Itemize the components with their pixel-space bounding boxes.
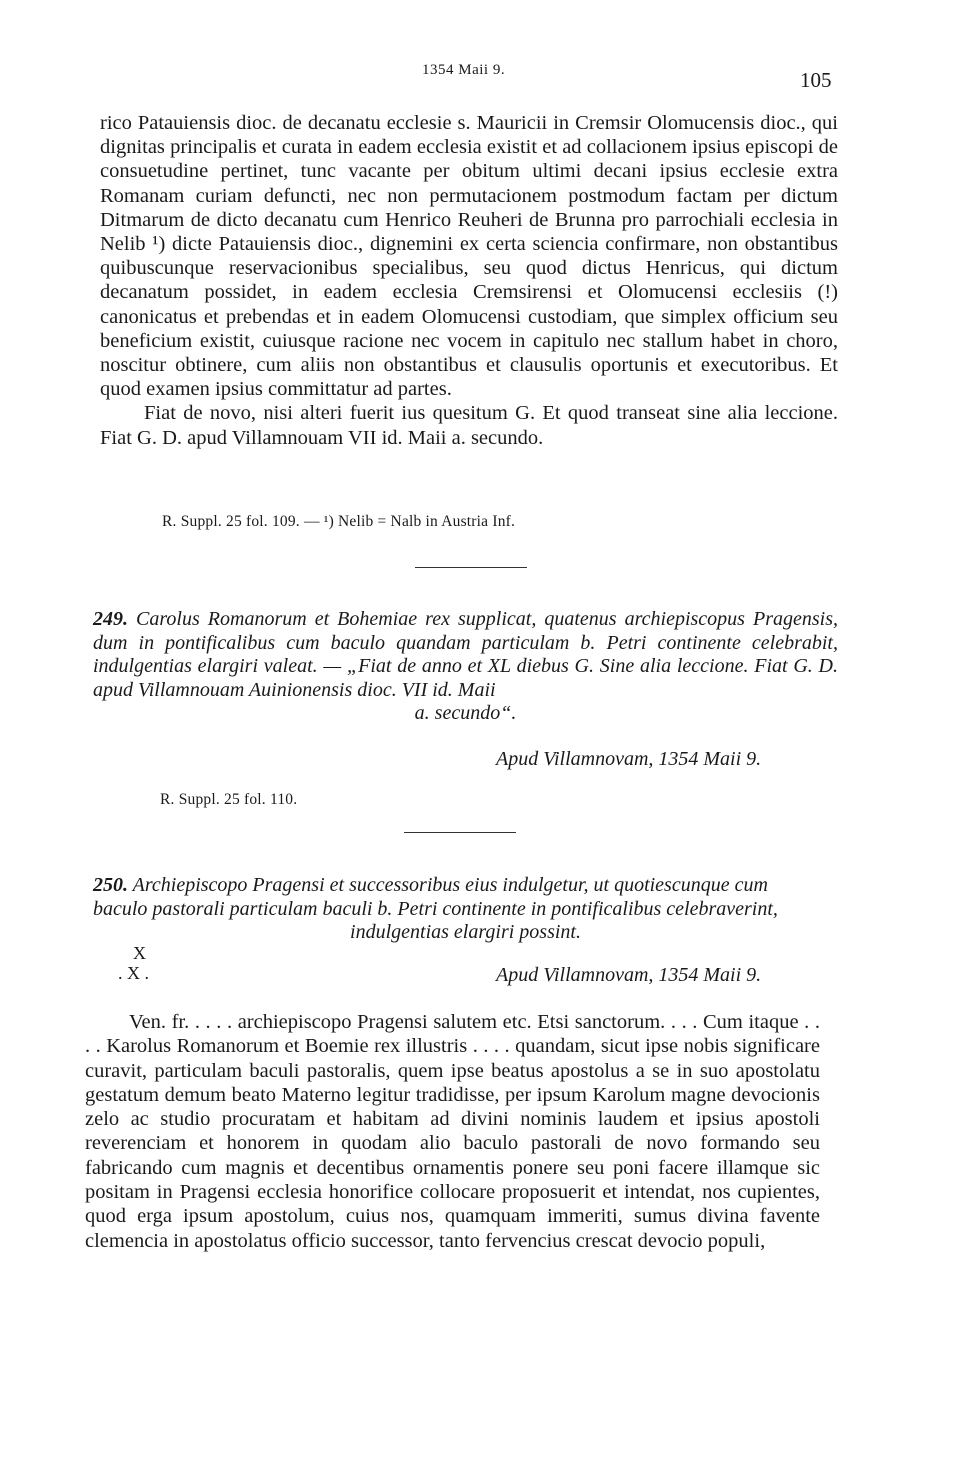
entry-250-regest-line-3: indulgentias elargiri possint. <box>350 921 581 943</box>
entry-249-regest-text: Carolus Romanorum et Bohemiae rex supplicat, quatenus archiepiscopus Pragensis, dum in pontificalibus cum baculo quandam particulam b. Petri continente celebrabit, indulgentias elargiri valeat. — „Fiat de anno et XL diebus G. Sine alia leccione. Fiat G. D. apud Villamnouam Auinionensis dioc. VII id. Maii <box>93 608 838 701</box>
entry-250-letter-text: Ven. fr. . . . . archiepiscopo Pragensi salutem etc. Etsi sanctorum. . . . Cum itaque . . . . Karolus Romanorum et Boemie rex illustris . . . . quandam, sicut ipse nobis significare curavit, particulam baculi pastoralis, quem ipse beatus apostolus a se in suo apostolatu gestatum demum beato Materno legitur tradidisse, per ipsum Karolum magne devocionis zelo ac studio procuratam et habitam ad divini nominis laudem et ipsius apostoli reverenciam et honorem in quodam alio baculo pastorali de novo formando seu fabricando cum magnis et decentibus ornamentis ponere seu poni facere illamque sic positam in Pragensi ecclesia honorifice collocare proposuerit et intendat, nos cupientes, quod erga ipsum apostolum, cuius nos, quamquam immeriti, sumus divina favente clemencia in apostolatus officio successor, tanto fervencius crescat devocio populi, <box>85 1011 820 1252</box>
entry-249-number: 249. <box>93 608 128 630</box>
entry-249-note: R. Suppl. 25 fol. 110. <box>160 791 298 808</box>
entry-250-mark-upper: X <box>133 943 146 963</box>
entry-250-regest-line-1: 250. Archiepiscopo Pragensi et successoribus eius indulgetur, ut quotiescunque cum <box>93 874 768 896</box>
page-number: 105 <box>800 68 832 92</box>
entry-248-text: rico Patauiensis dioc. de decanatu ecclesie s. Mauricii in Cremsir Olomucensis dioc., qui dignitas principalis et curata in eadem ecclesia existit et ad collacionem ipsius episcopi de consuetudine pertinet, tunc vacante per obitum ultimi decani ipsius ecclesie extra Romanam curiam defuncti, nec non permutacionem postmodum factam per dictum Ditmarum de dicto decanatu cum Henrico Reuheri de Brunna pro parrochiali ecclesia in Nelib ¹) dicte Patauiensis dioc., dignemini ex certa sciencia confirmare, non obstantibus quibuscunque reservacionibus specialibus, seu quod dictus Henricus, qui dictum decanatum possidet, in eadem ecclesia Cremsirensi et Olomucensi ecclesiis (!) canonicatus et prebendas et in eadem Olomucensi custodiam, que simplex officium seu beneficium existit, cuiusque racione nec vocem in capitulo nec stallum habet in choro, noscitur obtinere, cum aliis non obstantibus et clausulis oportunis et executoribus. Et quod examen ipsius committatur ad partes. <box>100 112 838 401</box>
entry-250-regest <box>93 874 838 945</box>
entry-250-regest-line-2: baculo pastorali particulam baculi b. Petri continente in pontificalibus celebraverint, <box>93 897 778 920</box>
entry-248-fiat: Fiat de novo, nisi alteri fuerit ius quesitum G. Et quod transeat sine alia leccione. Fiat G. D. apud Villamnouam VII id. Maii a. secundo. <box>100 402 838 449</box>
entry-250-letter <box>85 1010 820 1253</box>
entry-250-number: 250. <box>93 874 128 896</box>
entry-249-dateline: Apud Villamnovam, 1354 Maii 9. <box>496 748 762 770</box>
entry-248-continuation <box>100 111 838 450</box>
entry-248-note: R. Suppl. 25 fol. 109. — ¹) Nelib = Nalb in Austria Inf. <box>162 513 516 530</box>
separator-rule <box>404 832 516 833</box>
separator-rule <box>415 567 527 568</box>
entry-250-mark-lower: . X . <box>118 963 149 983</box>
running-head-date: 1354 Maii 9. <box>422 62 506 78</box>
entry-249-regest-end: a. secundo“. <box>414 702 517 724</box>
entry-249-regest <box>93 608 838 726</box>
entry-250-dateline: Apud Villamnovam, 1354 Maii 9. <box>496 964 762 986</box>
